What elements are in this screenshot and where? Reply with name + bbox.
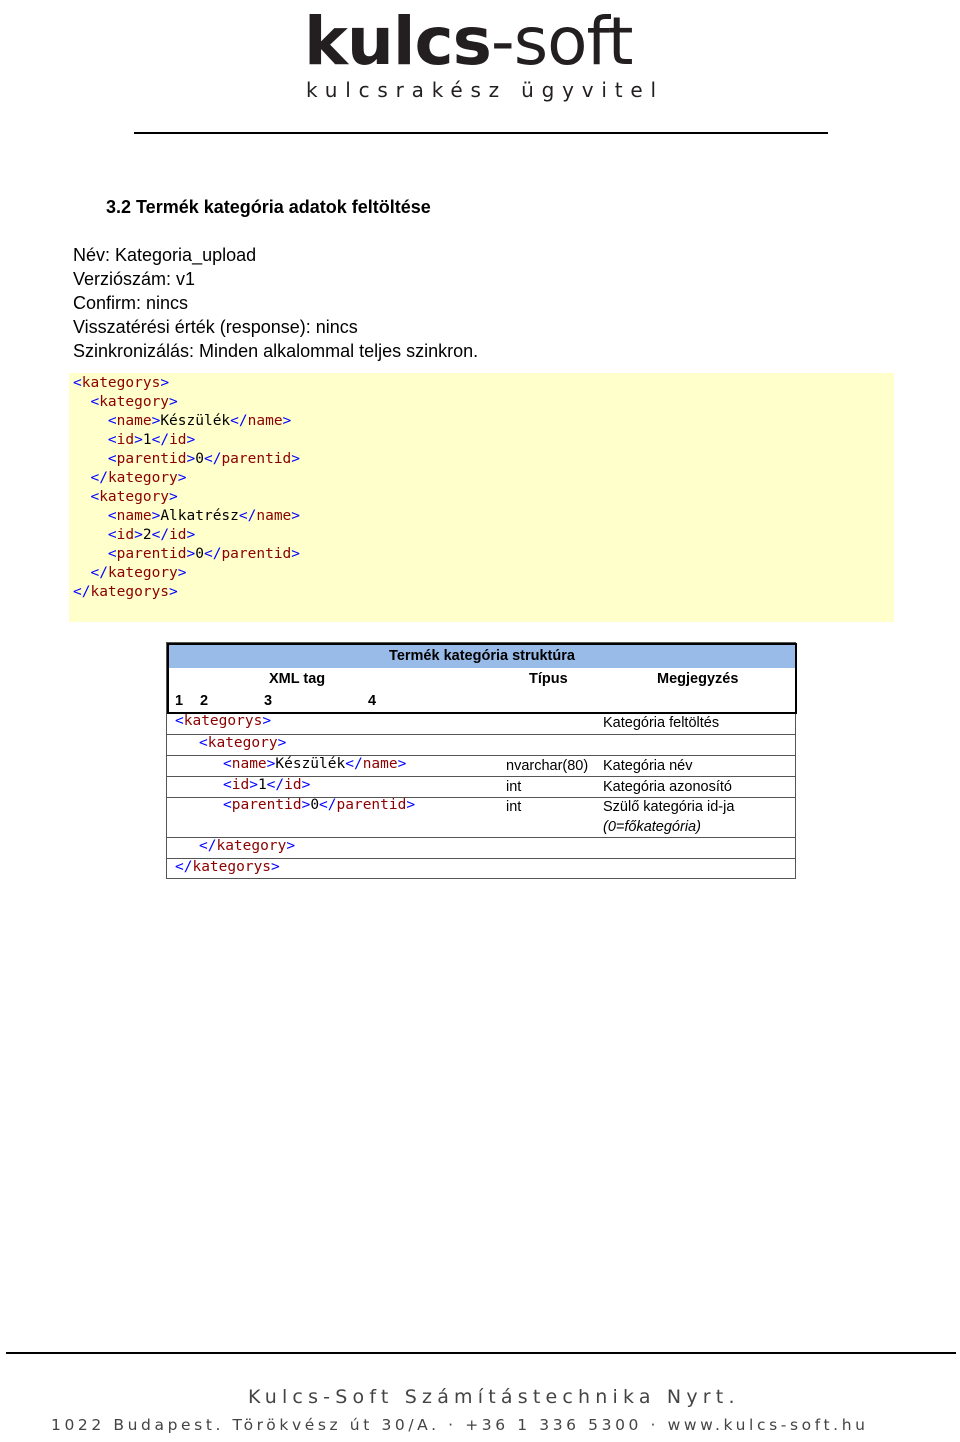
xml-bracket: < [107,546,117,562]
xml-bracket: > [291,508,301,524]
xml-open-tag: kategorys [81,375,161,391]
xml-bracket: </ [151,432,170,448]
xml-bracket: < [223,797,232,813]
xml-bracket: < [199,735,208,751]
code-line [73,393,300,412]
xml-bracket: < [90,489,100,505]
column-header-note: Megjegyzés [657,671,739,687]
xml-close-tag: id [169,432,187,448]
xml-open-tag: kategorys [183,713,263,729]
code-line [73,488,300,507]
xml-bracket: </ [230,413,248,429]
xml-value: 0 [195,546,204,562]
code-line [73,564,300,583]
xml-close-tag: name [256,508,292,524]
logo-bold-text: kulcs [304,3,491,80]
footer-company-name: Kulcs-Soft Számítástechnika Nyrt. [248,1386,740,1408]
xml-open-tag: id [231,777,250,793]
xml-bracket: </ [73,584,91,600]
code-line [73,431,300,450]
section-title: 3.2 Termék kategória adatok feltöltése [106,197,431,217]
xml-bracket: > [169,489,178,505]
xml-value: 1 [257,777,267,793]
xml-close-tag: name [362,756,398,772]
meta-confirm: Confirm: nincs [73,293,189,313]
xml-close-tag: parentid [221,546,292,562]
xml-bracket: </ [319,797,337,813]
type-cell: int [506,799,522,815]
xml-bracket: </ [175,859,193,875]
xml-close-tag: id [169,527,187,543]
xml-tag-cell [199,838,295,854]
xml-bracket: > [262,713,272,729]
xml-value: Készülék [160,413,231,429]
xml-bracket: </ [238,508,257,524]
xml-tag-cell [199,735,286,751]
xml-bracket: </ [266,777,285,793]
xml-open-tag: id [116,527,135,543]
xml-bracket: > [301,777,311,793]
xml-bracket: > [291,546,301,562]
xml-bracket: > [406,797,416,813]
xml-bracket: > [249,777,258,793]
xml-value: 1 [142,432,152,448]
note-cell-secondary: (0=főkategória) [603,819,701,835]
xml-bracket: > [151,413,161,429]
xml-bracket: </ [345,756,363,772]
code-line [73,545,300,564]
xml-close-tag: kategory [107,470,178,486]
xml-bracket: </ [151,527,170,543]
xml-open-tag: name [231,756,267,772]
xml-close-tag: parentid [336,797,407,813]
xml-close-tag: parentid [221,451,292,467]
type-cell: int [506,779,522,795]
xml-open-tag: parentid [116,451,187,467]
xml-bracket: > [134,432,143,448]
code-line [73,507,300,526]
xml-open-tag: name [116,413,152,429]
xml-value: 0 [310,797,320,813]
code-line [73,450,300,469]
logo-light-text: -soft [490,3,633,80]
xml-close-tag: name [247,413,283,429]
note-cell: Szülő kategória id-ja [603,799,735,815]
xml-bracket: < [223,756,232,772]
xml-bracket: > [186,451,196,467]
xml-close-tag: id [284,777,302,793]
code-line [73,412,300,431]
note-cell: Kategória azonosító [603,779,732,795]
xml-open-tag: kategory [207,735,278,751]
xml-bracket: > [169,584,178,600]
xml-bracket: > [266,756,276,772]
xml-bracket: < [175,713,184,729]
xml-bracket: > [134,527,143,543]
xml-bracket: > [291,451,301,467]
xml-bracket: </ [203,451,222,467]
xml-tag-cell [223,777,310,793]
xml-close-tag: kategorys [90,584,170,600]
company-logo [304,2,664,102]
xml-bracket: > [186,527,196,543]
xml-bracket: < [107,527,117,543]
xml-bracket: > [169,394,178,410]
xml-bracket: </ [199,838,217,854]
xml-bracket: </ [203,546,222,562]
meta-version: Verziószám: v1 [73,269,196,289]
structure-table [166,642,796,879]
level-label-1: 1 [175,693,184,709]
code-line [73,374,300,393]
xml-bracket: > [282,413,292,429]
xml-bracket: > [186,432,196,448]
level-label-2: 2 [200,693,209,709]
type-cell: nvarchar(80) [506,758,589,774]
xml-close-tag: kategory [216,838,287,854]
table-title: Termék kategória struktúra [389,648,575,664]
xml-bracket: > [301,797,311,813]
code-line [73,583,300,602]
xml-bracket: < [107,413,117,429]
xml-bracket: < [223,777,232,793]
note-cell: Kategória feltöltés [603,715,720,731]
xml-open-tag: id [116,432,135,448]
xml-open-tag: kategory [99,489,170,505]
xml-bracket: </ [90,470,108,486]
code-line [73,469,300,488]
column-header-xml-tag: XML tag [269,671,326,687]
xml-close-tag: kategory [107,565,178,581]
xml-code-block [73,374,300,602]
note-cell: Kategória név [603,758,693,774]
xml-bracket: > [277,735,287,751]
logo-tagline: kulcsrakész ügyvitel [306,78,664,102]
xml-value: Alkatrész [160,508,239,524]
meta-sync: Szinkronizálás: Minden alkalommal teljes szinkron. [73,341,479,361]
xml-bracket: </ [90,565,108,581]
xml-bracket: > [286,838,296,854]
code-line [73,526,300,545]
xml-open-tag: name [116,508,152,524]
xml-tag-cell [175,859,280,875]
service-meta [73,243,478,363]
logo-wordmark [304,2,644,82]
xml-open-tag: parentid [116,546,187,562]
xml-bracket: > [177,470,187,486]
xml-bracket: > [397,756,407,772]
xml-value: Készülék [275,756,346,772]
xml-bracket: > [177,565,187,581]
xml-value: 2 [142,527,152,543]
xml-bracket: < [90,394,100,410]
xml-value: 0 [195,451,204,467]
xml-open-tag: parentid [231,797,302,813]
footer-divider [6,1352,956,1354]
xml-tag-cell [223,756,406,772]
xml-bracket: < [107,508,117,524]
meta-name: Név: Kategoria_upload [73,245,257,265]
xml-open-tag: kategory [99,394,170,410]
xml-bracket: > [160,375,170,391]
xml-bracket: < [107,451,117,467]
level-label-4: 4 [368,693,377,709]
xml-bracket: > [271,859,280,875]
meta-response: Visszatérési érték (response): nincs [73,317,358,337]
xml-bracket: < [73,375,82,391]
xml-tag-cell [223,797,415,813]
xml-bracket: > [151,508,161,524]
column-header-type: Típus [529,671,568,687]
footer-contact-line: 1022 Budapest. Törökvész út 30/A. · +36 1 336 5300 · www.kulcs-soft.hu [51,1416,869,1434]
xml-close-tag: kategorys [192,859,272,875]
xml-example-box [69,373,894,622]
level-label-3: 3 [264,693,273,709]
header-divider [134,132,828,134]
xml-tag-cell [175,713,271,729]
xml-bracket: < [107,432,117,448]
xml-bracket: > [186,546,196,562]
